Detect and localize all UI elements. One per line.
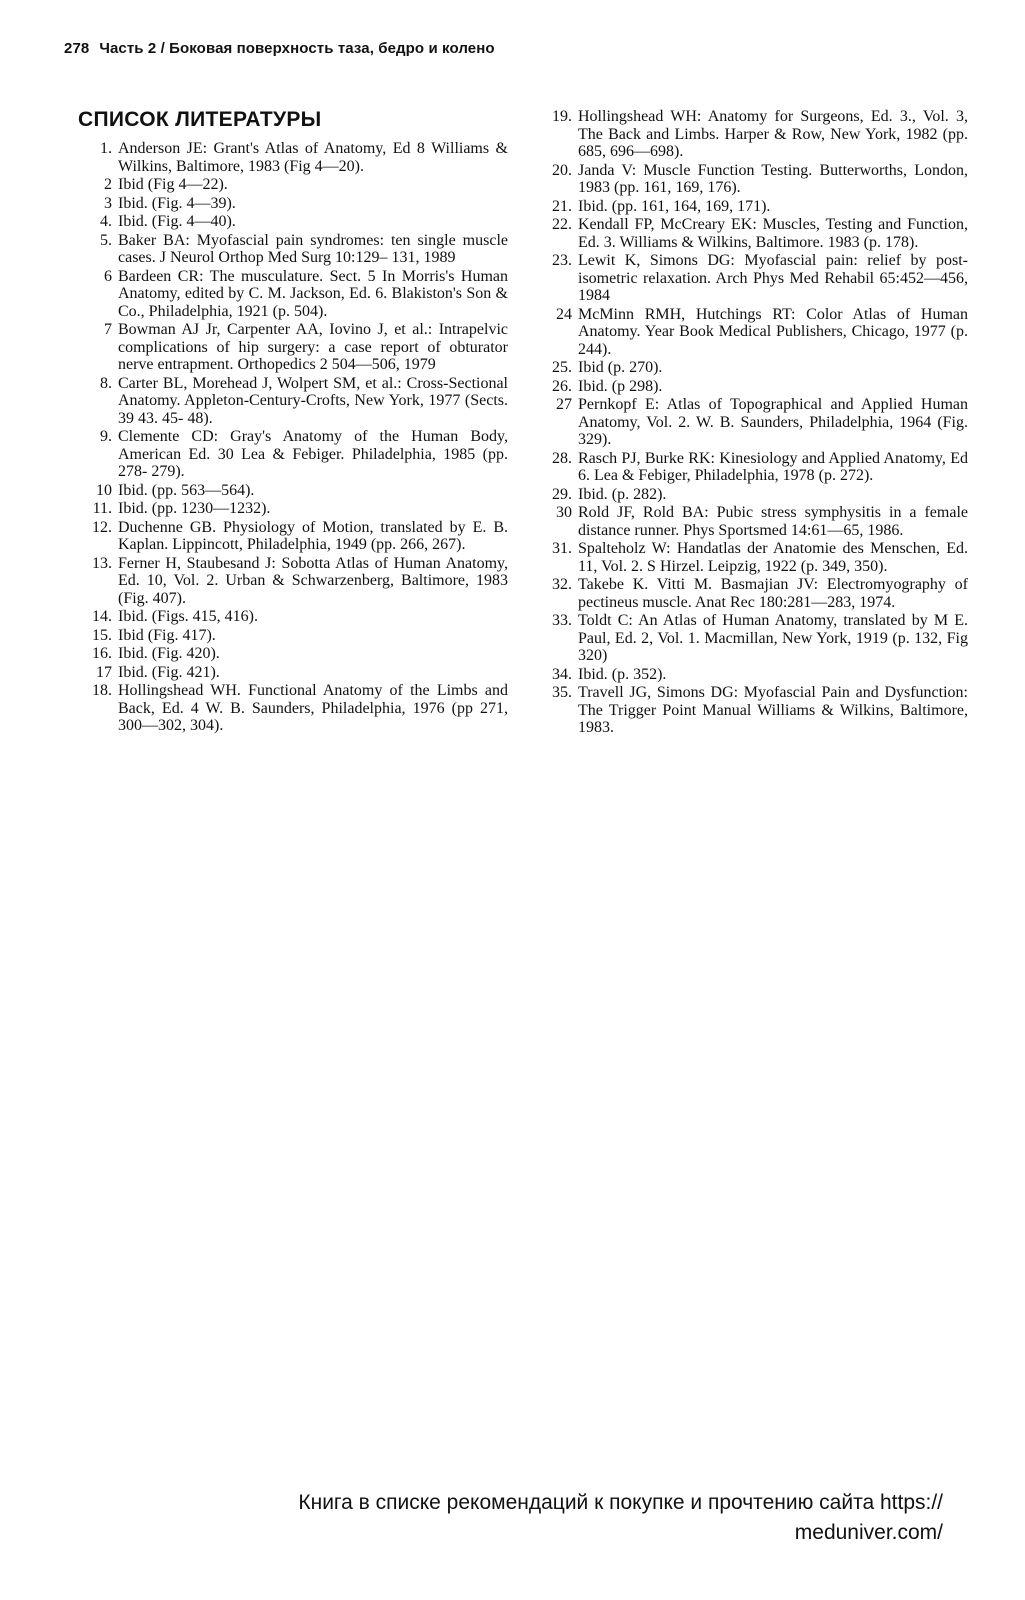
reference-number: 13.: [92, 554, 112, 572]
footer-line-1: Книга в списке рекомендаций к покупке и прочтению сайта https://: [298, 1491, 943, 1514]
reference-text: Ibid. (Fig. 421).: [118, 663, 220, 681]
reference-list-right: [538, 108, 968, 737]
page-number: 278: [64, 40, 90, 57]
right-column: [538, 108, 968, 738]
reference-number: 30: [556, 504, 572, 521]
reference-item: [538, 540, 968, 575]
reference-item: [538, 252, 968, 305]
reference-text: Bardeen CR: The musculature. Sect. 5 In Morris's Human Anatomy, edited by C. M. Jackson, Ed. 6. Blakiston's Son & Co., Philadelphia, 1921 (p. 504).: [118, 267, 508, 320]
reference-item: [538, 576, 968, 611]
reference-number: 16.: [92, 645, 112, 662]
reference-item: [538, 378, 968, 396]
reference-item: [78, 519, 508, 554]
reference-number: 10: [96, 481, 112, 499]
reference-item: [538, 486, 968, 504]
left-column: [78, 108, 508, 736]
reference-number: 6: [104, 267, 112, 285]
reference-text: Ibid. (Fig. 420).: [118, 645, 220, 662]
reference-item: [538, 108, 968, 161]
reference-item: [78, 232, 508, 267]
reference-item: [538, 198, 968, 216]
reference-item: [538, 684, 968, 737]
reference-item: [538, 162, 968, 197]
reference-item: [78, 555, 508, 608]
reference-text: Rold JF, Rold BA: Pubic stress symphysitis in a female distance runner. Phys Sportsmed 14:61—65, 1986.: [578, 504, 968, 539]
reference-number: 32.: [552, 576, 572, 593]
reference-number: 34.: [552, 665, 572, 683]
reference-item: [538, 216, 968, 251]
reference-text: Ibid (p. 270).: [578, 359, 663, 376]
reference-number: 31.: [552, 540, 572, 557]
reference-number: 2: [104, 176, 112, 193]
reference-item: [78, 321, 508, 374]
reference-item: [538, 306, 968, 359]
reference-item: [538, 504, 968, 539]
reference-number: 14.: [92, 608, 112, 625]
reference-item: [78, 664, 508, 682]
reference-item: [78, 645, 508, 663]
reference-item: [538, 612, 968, 665]
reference-item: [78, 482, 508, 500]
reference-item: [78, 428, 508, 481]
reference-text: Ibid. (p. 282).: [578, 485, 667, 503]
reference-item: [78, 608, 508, 626]
reference-text: Ibid. (pp. 161, 164, 169, 171).: [578, 197, 771, 215]
reference-number: 17: [96, 663, 112, 681]
reference-item: [78, 375, 508, 428]
reference-text: Anderson JE: Grant's Atlas of Anatomy, Ed 8 Williams & Wilkins, Baltimore, 1983 (Fig 4—20).: [118, 140, 508, 175]
reference-number: 8.: [100, 374, 112, 392]
reference-item: [78, 627, 508, 645]
reference-number: 5.: [100, 231, 112, 249]
reference-number: 9.: [100, 428, 112, 445]
reference-number: 28.: [552, 449, 572, 467]
reference-number: 22.: [552, 216, 572, 233]
reference-item: [538, 359, 968, 377]
reference-text: Takebe K. Vitti M. Basmajian JV: Electromyography of pectineus muscle. Anat Rec 180:281—283, 1974.: [578, 576, 968, 611]
reference-text: Ibid. (Fig. 4—39).: [118, 194, 236, 212]
reference-number: 20.: [552, 161, 572, 179]
reference-text: Toldt C: An Atlas of Human Anatomy, translated by M E. Paul, Ed. 2, Vol. 1. Macmillan, New York, 1919 (p. 132, Fig 320): [578, 612, 968, 664]
running-head: [64, 40, 495, 57]
reference-number: 24: [556, 305, 572, 323]
reference-item: [78, 140, 508, 175]
reference-item: [78, 195, 508, 213]
reference-number: 1.: [100, 140, 112, 157]
reference-text: Ibid. (p 298).: [578, 377, 663, 395]
reference-text: Duchenne GB. Physiology of Motion, translated by E. B. Kaplan. Lippincott, Philadelphia, 1949 (pp. 266, 267).: [118, 518, 508, 553]
reference-text: Bowman AJ Jr, Carpenter AA, Iovino J, et al.: Intrapelvic complications of hip surgery: a case report of obturator nerve entrapment. Orthopedics 2 504—506, 1979: [118, 321, 508, 373]
footer-line-2: meduniver.com/: [794, 1521, 943, 1544]
reference-number: 33.: [552, 612, 572, 629]
reference-text: Pernkopf E: Atlas of Topographical and Applied Human Anatomy, Vol. 2. W. B. Saunders, Philadelphia, 1964 (Fig. 329).: [578, 396, 968, 448]
reference-text: Travell JG, Simons DG: Myofascial Pain and Dysfunction: The Trigger Point Manual Williams & Wilkins, Baltimore, 1983.: [578, 684, 968, 736]
reference-text: Ibid. (Figs. 415, 416).: [118, 608, 258, 625]
section-title: СПИСОК ЛИТЕРАТУРЫ: [78, 108, 322, 131]
reference-text: Ibid (Fig 4—22).: [118, 176, 228, 193]
footer-note: [123, 1488, 943, 1548]
reference-number: 12.: [92, 518, 112, 536]
reference-text: Ferner H, Staubesand J: Sobotta Atlas of Human Anatomy, Ed. 10, Vol. 2. Urban & Schwarzenberg, Baltimore, 1983 (Fig. 407).: [118, 554, 508, 607]
reference-number: 21.: [552, 197, 572, 215]
reference-text: Ibid (Fig. 417).: [118, 626, 216, 644]
reference-text: Janda V: Muscle Function Testing. Butterworths, London, 1983 (pp. 161, 169, 176).: [578, 161, 968, 196]
reference-item: [78, 213, 508, 231]
reference-number: 7: [104, 321, 112, 338]
reference-number: 29.: [552, 485, 572, 503]
reference-list-left: [78, 140, 508, 735]
reference-number: 26.: [552, 377, 572, 395]
reference-item: [538, 396, 968, 449]
reference-text: Ibid. (pp. 563—564).: [118, 481, 255, 499]
reference-number: 35.: [552, 684, 572, 701]
reference-number: 27: [556, 396, 572, 413]
reference-text: Carter BL, Morehead J, Wolpert SM, et al.: Cross-Sectional Anatomy. Appleton-Century-Crofts, New York, 1977 (Sects. 39 43. 45- 48).: [118, 374, 508, 427]
reference-item: [78, 682, 508, 735]
reference-text: Clemente CD: Gray's Anatomy of the Human Body, American Ed. 30 Lea & Febiger. Philadelphia, 1985 (pp. 278- 279).: [118, 428, 508, 480]
reference-text: Ibid. (p. 352).: [578, 665, 667, 683]
reference-item: [78, 268, 508, 321]
reference-item: [538, 666, 968, 684]
reference-text: Spalteholz W: Handatlas der Anatomie des Menschen, Ed. 11, Vol. 2. S Hirzel. Leipzig, 1922 (p. 349, 350).: [578, 540, 968, 575]
reference-text: Hollingshead WH. Functional Anatomy of the Limbs and Back, Ed. 4 W. B. Saunders, Philadelphia, 1976 (pp 271, 300—302, 304).: [118, 682, 508, 734]
reference-number: 25.: [552, 359, 572, 376]
reference-number: 15.: [92, 626, 112, 644]
reference-text: Lewit K, Simons DG: Myofascial pain: relief by post-isometric relaxation. Arch Phys Med Rehabil 65:452—456, 1984: [578, 252, 968, 304]
reference-number: 23.: [552, 252, 572, 269]
reference-number: 4.: [100, 213, 112, 230]
reference-item: [78, 500, 508, 518]
reference-text: Baker BA: Myofascial pain syndromes: ten single muscle cases. J Neurol Orthop Med Surg 10:129– 131, 1989: [118, 231, 508, 266]
reference-item: [538, 450, 968, 485]
reference-number: 3: [104, 194, 112, 212]
chapter-title: Часть 2 / Боковая поверхность таза, бедро и колено: [99, 40, 495, 57]
reference-text: Kendall FP, McCreary EK: Muscles, Testing and Function, Ed. 3. Williams & Wilkins, Baltimore. 1983 (p. 178).: [578, 216, 968, 251]
reference-number: 18.: [92, 682, 112, 699]
reference-text: Rasch PJ, Burke RK: Kinesiology and Applied Anatomy, Ed 6. Lea & Febiger, Philadelphia, 1978 (p. 272).: [578, 449, 968, 484]
reference-text: McMinn RMH, Hutchings RT: Color Atlas of Human Anatomy. Year Book Medical Publishers, Chicago, 1977 (p. 244).: [578, 305, 968, 358]
reference-number: 11.: [92, 500, 112, 517]
reference-text: Hollingshead WH: Anatomy for Surgeons, Ed. 3., Vol. 3, The Back and Limbs. Harper & Row, New York, 1982 (pp. 685, 696—698).: [578, 108, 968, 160]
reference-text: Ibid. (Fig. 4—40).: [118, 213, 236, 230]
reference-number: 19.: [552, 108, 572, 125]
reference-item: [78, 176, 508, 194]
reference-text: Ibid. (pp. 1230—1232).: [118, 500, 271, 517]
